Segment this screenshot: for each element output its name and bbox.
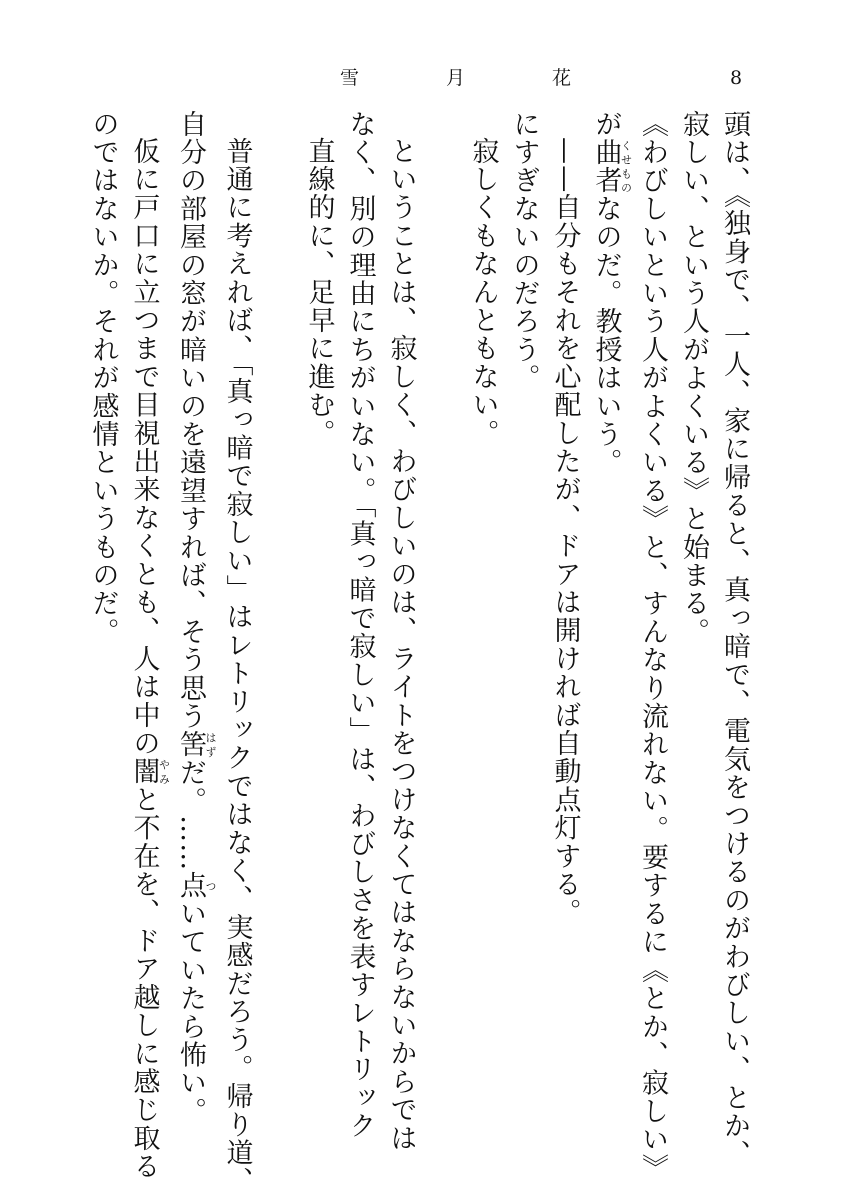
text-line: 普通に考えれば、「真っ暗で寂しい」はレトリックではなく、実感だろう。帰り道、	[221, 137, 253, 1196]
furigana: 闇やみ	[128, 757, 171, 786]
page-header-title: 雪 月 花	[340, 67, 606, 89]
text-line: なく、別の理由にちがいない。「真っ暗で寂しい」は、わびしさを表すレトリック	[344, 110, 376, 1140]
furigana: 筈はず	[175, 730, 217, 759]
text-line-with-ruby: が曲者くせものなのだ。教授はいう。	[590, 110, 633, 477]
text-line: ——自分もそれを心配したが、ドアは開ければ自動点灯する。	[549, 137, 581, 927]
text-line-with-ruby: 《わびしいという人がよくいる》と、すんなり流れない。要するに《とか、寂しい》	[637, 110, 668, 1182]
text-line: 頭は、《独身で、一人、家に帰ると、真っ暗で、電気をつけるのがわびしい、とか、	[719, 110, 750, 1169]
text-line: のではないか。それが感情というものだ。	[87, 110, 119, 646]
furigana: 点つ	[175, 871, 217, 900]
text-line: 寂しくもなんともない。	[467, 137, 499, 448]
text-line-with-ruby: 自分の部屋の窓が暗いのを遠望すれば、そう思う筈はずだ。……点ついていたら怖い。	[175, 110, 217, 1126]
vertical-body-text	[83, 110, 756, 1196]
text-line-with-ruby: 仮に戸口に立つまで目視出来なくとも、人は中の闇やみと不在を、ドア越しに感じ取る	[128, 137, 171, 1181]
page-number: 8	[730, 67, 743, 89]
text-line: 寂しい、という人がよくいる》と始まる。	[678, 110, 709, 646]
text-line: にすぎないのだろう。	[508, 110, 540, 392]
furigana: 曲者くせもの	[590, 138, 633, 195]
text-line: 直線的に、足早に進む。	[303, 137, 335, 448]
text-line: ということは、寂しく、わびしいのは、ライトをつけなくてはならないからでは	[385, 137, 417, 1153]
